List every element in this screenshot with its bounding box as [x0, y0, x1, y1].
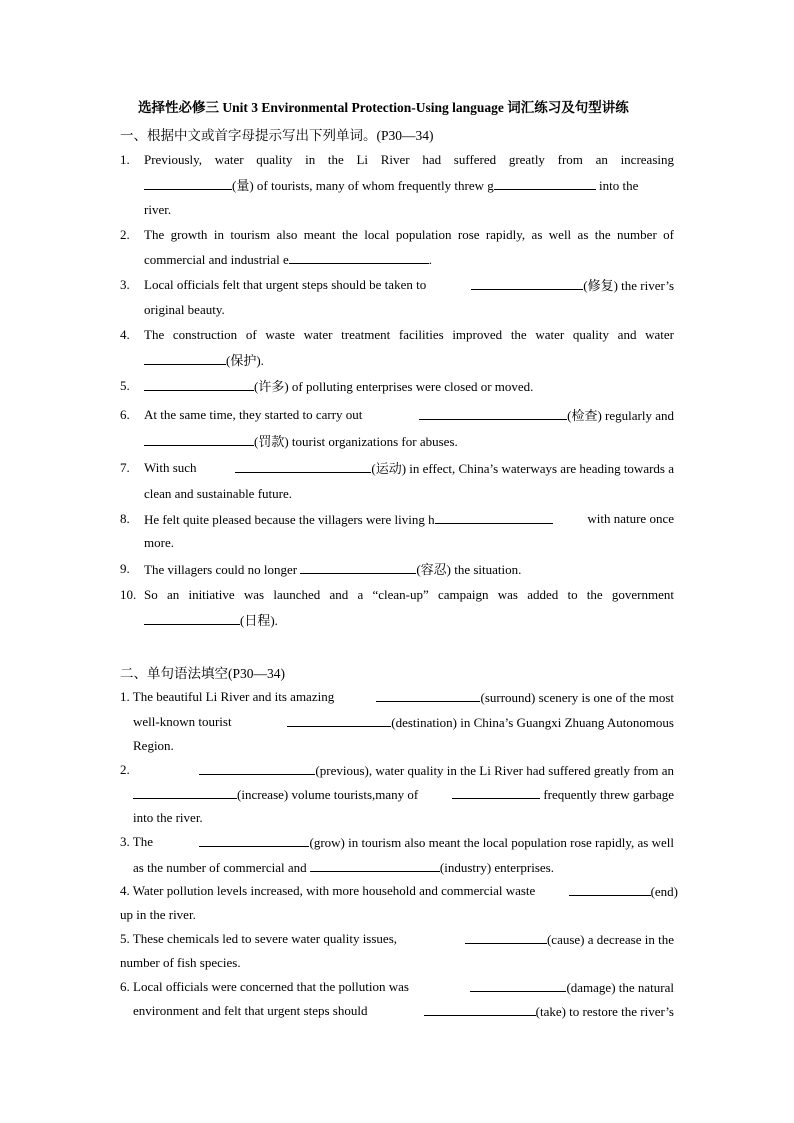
- answer-blank[interactable]: [465, 931, 547, 944]
- answer-blank[interactable]: [569, 883, 651, 896]
- item-line: as the number of commercial and (industry) enterprises.: [133, 860, 554, 875]
- answer-blank[interactable]: [471, 277, 583, 290]
- answer-blank[interactable]: [452, 786, 540, 799]
- item-line: At the same time, they started to carry out (检查) regularly and: [144, 407, 674, 423]
- answer-blank[interactable]: [235, 460, 371, 473]
- item-line: 3. The (grow) in tourism also meant the local population rose rapidly, as well: [120, 834, 674, 850]
- item-line: (许多) of polluting enterprises were closed or moved.: [144, 378, 533, 395]
- item-line: Local officials felt that urgent steps should be taken to (修复) the river’s: [144, 277, 674, 293]
- answer-blank[interactable]: [470, 979, 566, 992]
- item-line: He felt quite pleased because the villagers were living h with nature once: [144, 511, 674, 527]
- item-line: 2. (previous), water quality in the Li River had suffered greatly from an: [120, 762, 674, 778]
- item-line: The villagers could no longer (容忍) the situation.: [144, 562, 522, 577]
- answer-blank[interactable]: [376, 689, 480, 702]
- item-line: 1. The beautiful Li River and its amazing (surround) scenery is one of the most: [120, 689, 674, 705]
- item-line: With such (运动) in effect, China’s waterways are heading towards a: [144, 460, 674, 476]
- item-number: 1.: [120, 152, 130, 167]
- item-line: more.: [144, 535, 174, 550]
- item-number: 4.: [120, 327, 130, 342]
- item-line: So an initiative was launched and a “clean-up” campaign was added to the government: [144, 587, 674, 602]
- item-number: 3.: [120, 277, 130, 292]
- answer-blank[interactable]: [419, 407, 567, 420]
- item-number: 6.: [120, 407, 130, 422]
- item-line: river.: [144, 202, 172, 217]
- answer-blank[interactable]: [289, 251, 429, 264]
- item-line: commercial and industrial e .: [144, 252, 433, 267]
- item-number: 8.: [120, 511, 130, 526]
- item-line: 5. These chemicals led to severe water quality issues, (cause) a decrease in the: [120, 931, 674, 947]
- answer-blank[interactable]: [144, 177, 232, 190]
- item-line: The growth in tourism also meant the local population rose rapidly, as well as the number of: [144, 227, 674, 242]
- item-line: (increase) volume tourists,many of frequently threw garbage: [133, 786, 674, 803]
- item-line: into the river.: [133, 810, 203, 825]
- item-line: original beauty.: [144, 302, 225, 317]
- answer-blank[interactable]: [310, 859, 440, 872]
- item-line: environment and felt that urgent steps should (take) to restore the river’s: [133, 1003, 674, 1019]
- answer-blank[interactable]: [133, 786, 237, 799]
- item-number: 5.: [120, 378, 130, 393]
- item-line: clean and sustainable future.: [144, 486, 292, 501]
- item-line: well-known tourist (destination) in China’s Guangxi Zhuang Autonomous: [133, 714, 674, 730]
- item-line: number of fish species.: [120, 955, 241, 970]
- answer-blank[interactable]: [199, 834, 309, 847]
- item-line: Region.: [133, 738, 174, 753]
- answer-blank[interactable]: [435, 511, 553, 524]
- item-line: (日程).: [144, 612, 278, 629]
- item-number: 2.: [120, 227, 130, 242]
- item-number: 10.: [120, 587, 137, 602]
- answer-blank[interactable]: [144, 378, 254, 391]
- item-number: 7.: [120, 460, 130, 475]
- answer-blank[interactable]: [424, 1003, 536, 1016]
- item-line: (保护).: [144, 352, 264, 369]
- item-line: The construction of waste water treatment facilities improved the water quality and water: [144, 327, 674, 342]
- answer-blank[interactable]: [287, 714, 391, 727]
- item-number: 9.: [120, 561, 130, 576]
- item-line: Previously, water quality in the Li River had suffered greatly from an increasing: [144, 152, 674, 167]
- answer-blank[interactable]: [144, 612, 240, 625]
- section2-heading: 二、单句语法填空(P30—34): [120, 666, 285, 681]
- page-title: 选择性必修三 Unit 3 Environmental Protection-Using language 词汇练习及句型讲练: [138, 100, 629, 115]
- item-line: (罚款) tourist organizations for abuses.: [144, 433, 458, 450]
- item-line: (量) of tourists, many of whom frequently threw g into the: [144, 177, 638, 194]
- answer-blank[interactable]: [144, 352, 226, 365]
- answer-blank[interactable]: [144, 433, 254, 446]
- answer-blank[interactable]: [300, 561, 416, 574]
- answer-blank[interactable]: [494, 177, 596, 190]
- answer-blank[interactable]: [199, 762, 315, 775]
- section1-heading: 一、根据中文或首字母提示写出下列单词。(P30—34): [120, 128, 434, 143]
- item-line: 4. Water pollution levels increased, with more household and commercial waste (end): [120, 883, 678, 899]
- item-line: 6. Local officials were concerned that the pollution was (damage) the natural: [120, 979, 674, 995]
- item-line: up in the river.: [120, 907, 196, 922]
